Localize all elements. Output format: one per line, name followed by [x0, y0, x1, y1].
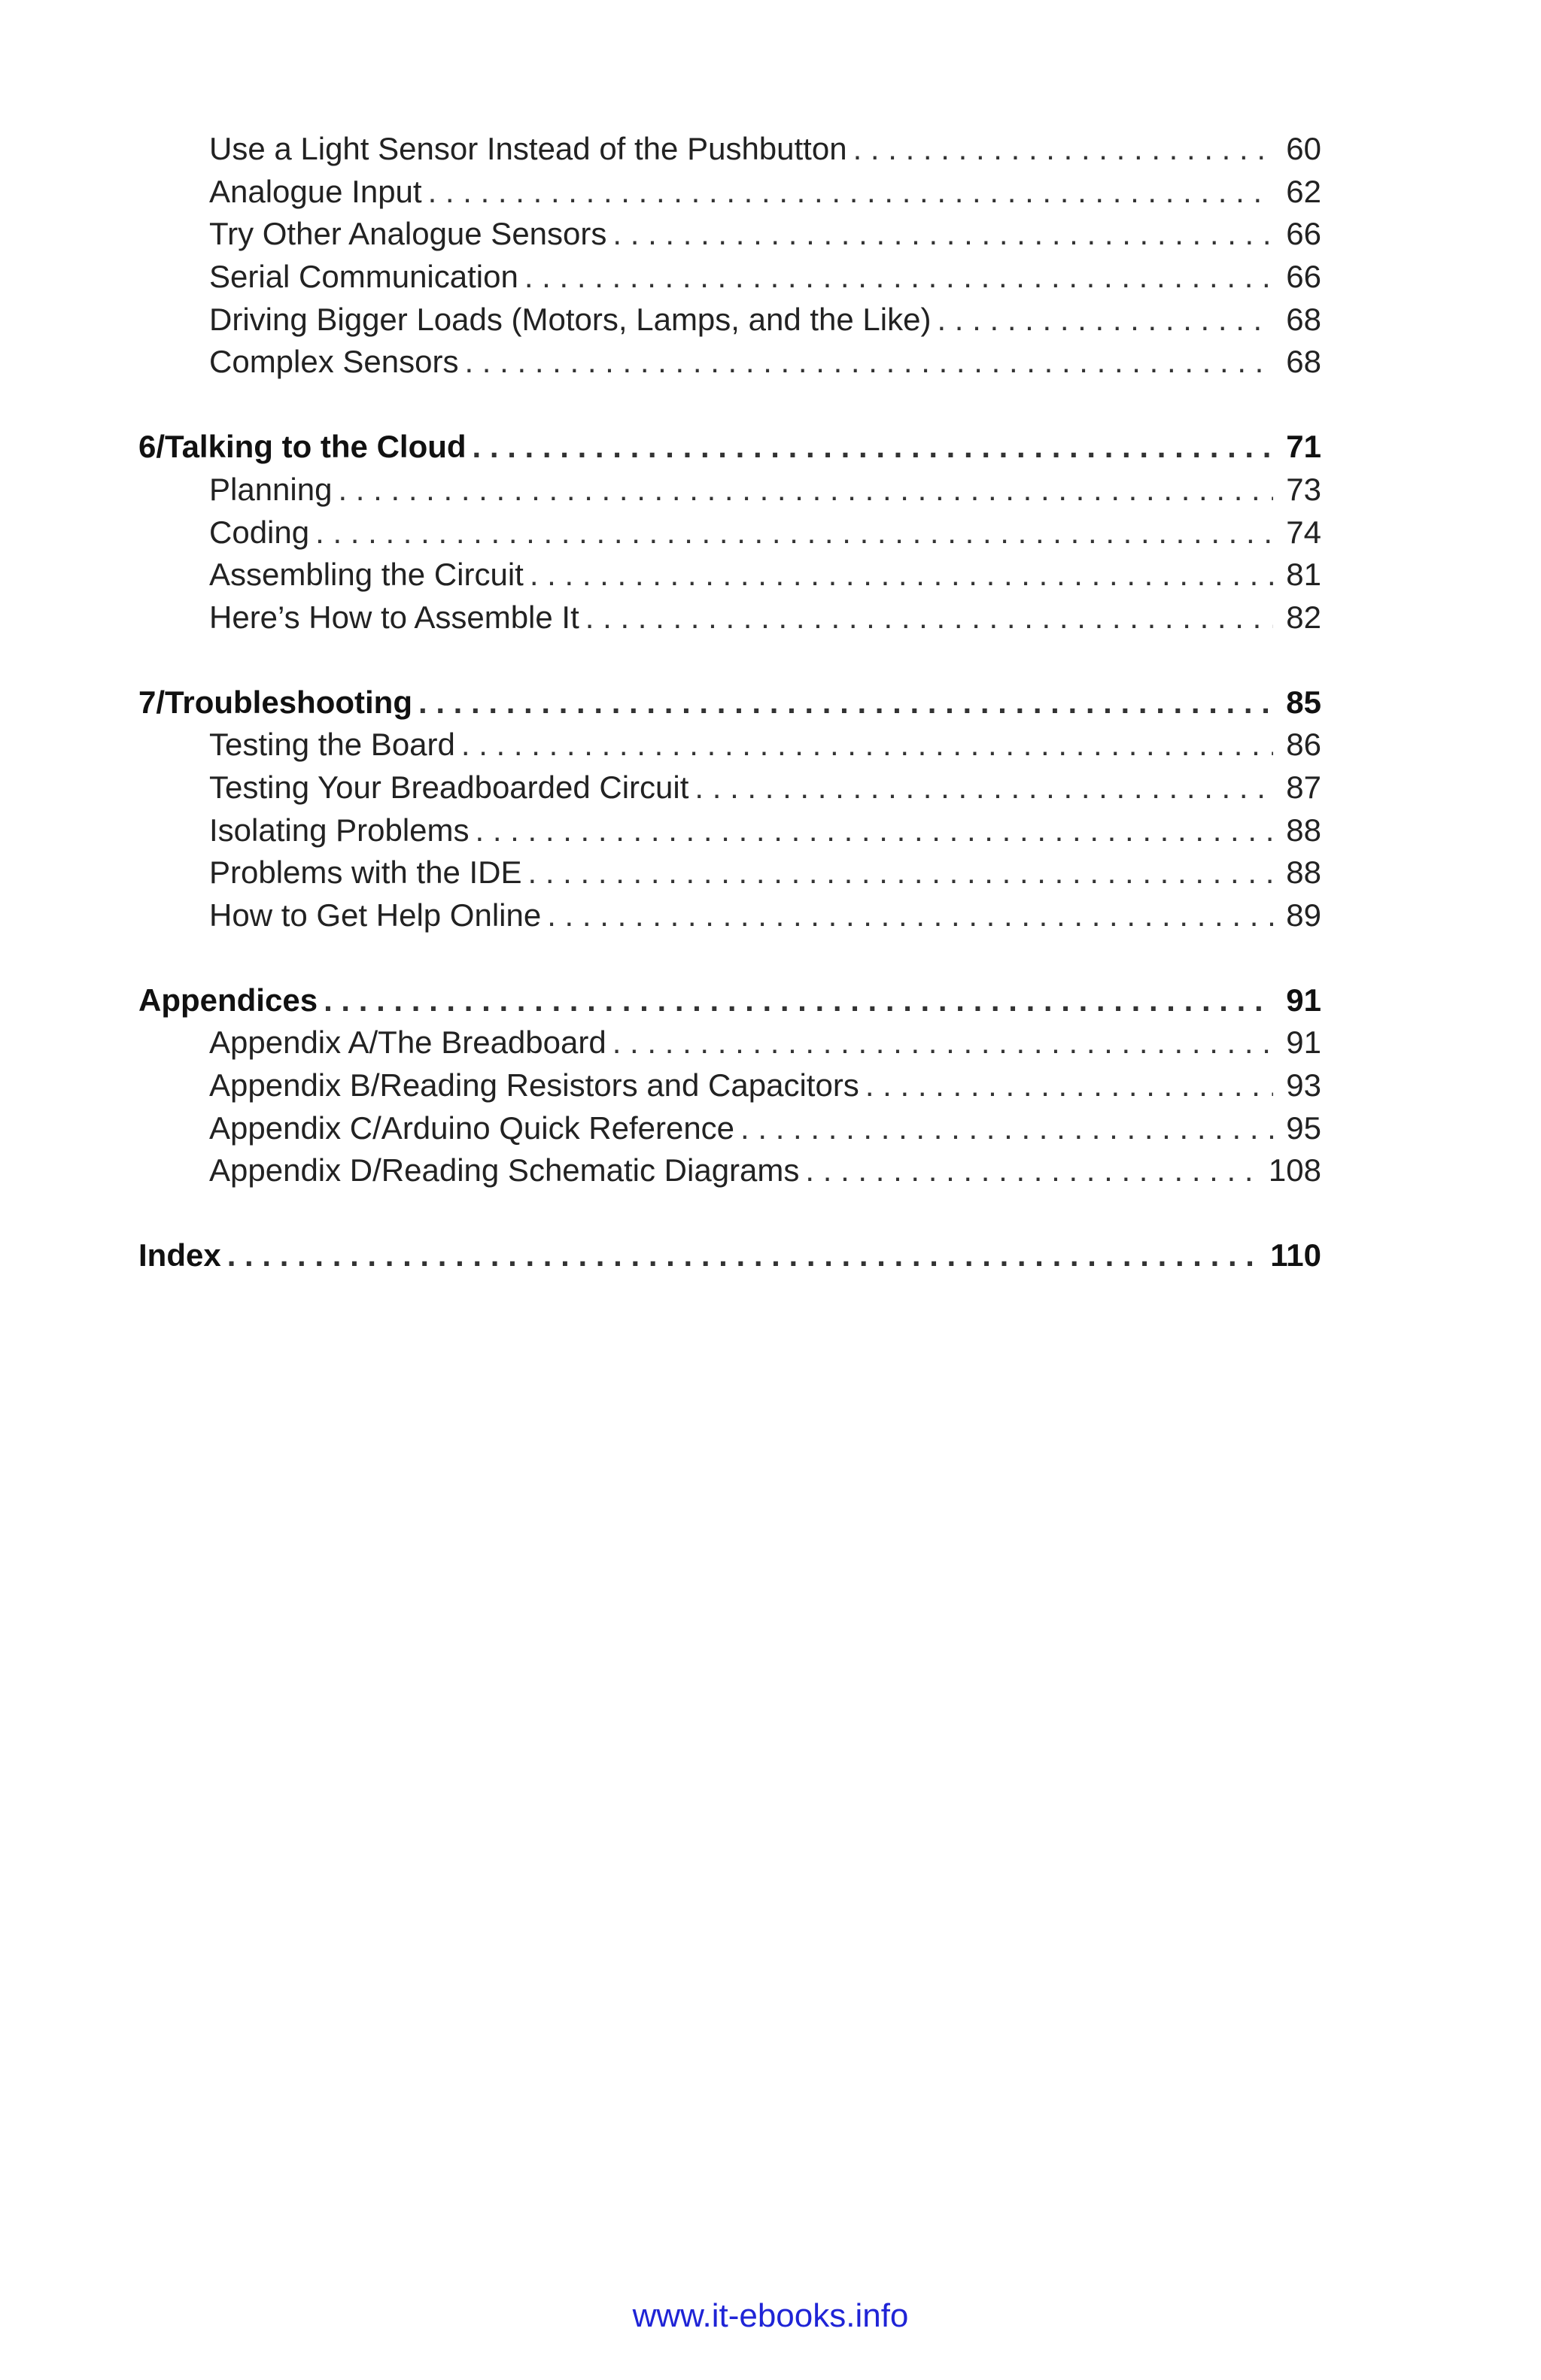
toc-chapter-title: Index — [138, 1237, 221, 1273]
dot-leader — [547, 894, 1273, 937]
toc-chapter-title: Appendices — [138, 982, 318, 1018]
toc-entry[interactable] — [138, 128, 1321, 171]
toc-entry-title: Isolating Problems — [209, 812, 470, 848]
dot-leader — [612, 1022, 1273, 1064]
toc-entry-title: Appendix C/Arduino Quick Reference — [209, 1110, 735, 1146]
toc-chapter-title: 6/Talking to the Cloud — [138, 429, 467, 465]
page-number: 74 — [1286, 514, 1321, 550]
dot-leader — [937, 299, 1273, 342]
toc-entry[interactable] — [138, 1022, 1321, 1064]
toc-entry[interactable] — [138, 256, 1321, 299]
dot-leader — [315, 512, 1273, 554]
toc-entry[interactable] — [138, 724, 1321, 767]
page-number: 110 — [1270, 1237, 1321, 1273]
page-number: 91 — [1286, 982, 1321, 1018]
dot-leader — [530, 554, 1273, 597]
page-number: 68 — [1286, 344, 1321, 380]
dot-leader — [428, 171, 1273, 214]
dot-leader — [585, 597, 1273, 639]
toc-entry-title: Appendix B/Reading Resistors and Capacitors — [209, 1067, 859, 1103]
section-gap — [138, 937, 1321, 979]
page-number: 88 — [1286, 855, 1321, 891]
page-number: 108 — [1268, 1152, 1321, 1188]
toc-entry-title: Use a Light Sensor Instead of the Pushbutton — [209, 131, 847, 166]
toc-entry-title: Serial Communication — [209, 259, 518, 295]
toc-entry-title: Driving Bigger Loads (Motors, Lamps, and the Like) — [209, 301, 932, 337]
page-number: 85 — [1286, 684, 1321, 720]
footer-link[interactable]: www.it-ebooks.info — [632, 2297, 909, 2334]
page-number: 91 — [1286, 1025, 1321, 1061]
page-number: 66 — [1286, 259, 1321, 295]
toc-entry-title: Complex Sensors — [209, 344, 459, 380]
toc-entry-title: Appendix D/Reading Schematic Diagrams — [209, 1152, 800, 1188]
dot-leader — [464, 341, 1273, 384]
toc-chapter-entry[interactable] — [138, 682, 1321, 724]
dot-leader — [476, 809, 1274, 852]
toc-entry[interactable] — [138, 852, 1321, 894]
toc-entry[interactable] — [138, 1149, 1321, 1192]
dot-leader — [461, 724, 1273, 767]
toc-entry-title: Appendix A/The Breadboard — [209, 1025, 606, 1061]
toc-entry[interactable] — [138, 299, 1321, 342]
dot-leader — [805, 1149, 1263, 1192]
dot-leader — [418, 682, 1273, 724]
page-number: 60 — [1286, 131, 1321, 166]
dot-leader — [865, 1064, 1273, 1107]
toc-entry[interactable] — [138, 512, 1321, 554]
page-number: 95 — [1286, 1110, 1321, 1146]
page-number: 66 — [1286, 216, 1321, 252]
toc-entry[interactable] — [138, 554, 1321, 597]
page-number: 86 — [1286, 727, 1321, 763]
dot-leader — [473, 426, 1273, 469]
dot-leader — [524, 256, 1273, 299]
toc-entry[interactable] — [138, 171, 1321, 214]
toc-entry-title: Planning — [209, 471, 333, 507]
section-gap — [138, 384, 1321, 426]
page-number: 93 — [1286, 1067, 1321, 1103]
toc-entry-title: Coding — [209, 514, 310, 550]
section-gap — [138, 639, 1321, 682]
toc-entry[interactable] — [138, 767, 1321, 809]
toc-entry[interactable] — [138, 1107, 1321, 1150]
dot-leader — [324, 979, 1273, 1022]
toc-entry-title: Here’s How to Assemble It — [209, 599, 579, 635]
toc-chapter-title: 7/Troubleshooting — [138, 684, 412, 720]
dot-leader — [695, 767, 1273, 809]
dot-leader — [338, 469, 1273, 512]
page-number: 81 — [1286, 557, 1321, 593]
toc-entry-title: Problems with the IDE — [209, 855, 522, 891]
toc-entry[interactable] — [138, 894, 1321, 937]
toc-entry-title: Testing Your Breadboarded Circuit — [209, 769, 689, 805]
toc-entry-title: Analogue Input — [209, 173, 422, 209]
toc-entry[interactable] — [138, 213, 1321, 256]
toc-entry[interactable] — [138, 809, 1321, 852]
dot-leader — [740, 1107, 1273, 1150]
toc-entry[interactable] — [138, 1064, 1321, 1107]
page-number: 68 — [1286, 301, 1321, 337]
toc-chapter-entry[interactable] — [138, 979, 1321, 1022]
page-number: 71 — [1286, 429, 1321, 465]
section-gap — [138, 1192, 1321, 1234]
toc-entry[interactable] — [138, 597, 1321, 639]
toc-entry-title: Testing the Board — [209, 727, 455, 763]
toc-entry-title: Assembling the Circuit — [209, 557, 524, 593]
dot-leader — [227, 1234, 1265, 1277]
page-number: 73 — [1286, 471, 1321, 507]
dot-leader — [528, 852, 1274, 894]
page-number: 88 — [1286, 812, 1321, 848]
toc-entry[interactable] — [138, 469, 1321, 512]
toc-entry-title: How to Get Help Online — [209, 897, 542, 933]
toc-chapter-entry[interactable] — [138, 1234, 1321, 1277]
page-number: 82 — [1286, 599, 1321, 635]
dot-leader — [612, 213, 1273, 256]
page-number: 62 — [1286, 173, 1321, 209]
page-number: 89 — [1286, 897, 1321, 933]
dot-leader — [853, 128, 1273, 171]
toc-entry[interactable] — [138, 341, 1321, 384]
toc-chapter-entry[interactable] — [138, 426, 1321, 469]
page-number: 87 — [1286, 769, 1321, 805]
toc-entry-title: Try Other Analogue Sensors — [209, 216, 607, 252]
table-of-contents — [138, 128, 1321, 1277]
